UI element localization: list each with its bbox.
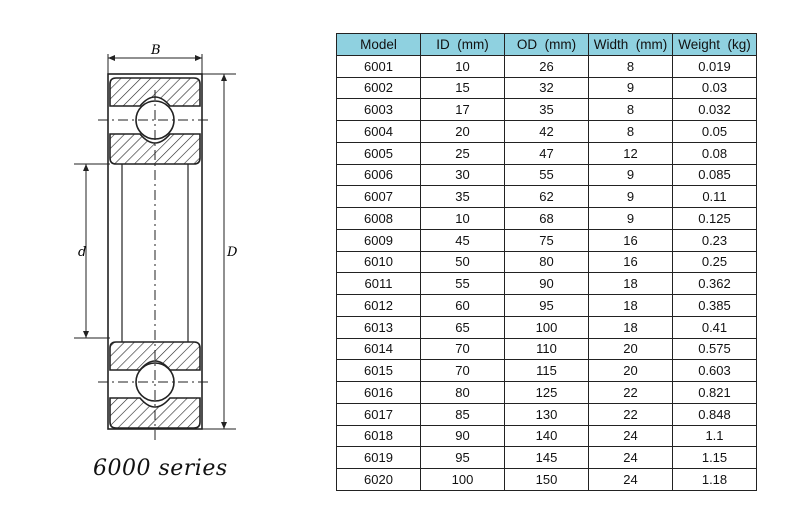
table-cell-width: 24 <box>589 469 673 491</box>
table-cell-od: 110 <box>505 338 589 360</box>
table-cell-weight: 0.821 <box>673 382 757 404</box>
bearing-cross-section-drawing <box>60 30 260 460</box>
table-cell-od: 62 <box>505 186 589 208</box>
table-cell-model: 6006 <box>337 164 421 186</box>
table-cell-od: 68 <box>505 208 589 230</box>
table-row <box>337 425 757 447</box>
column-header-width: Width (mm) <box>589 34 673 56</box>
table-cell-model: 6011 <box>337 273 421 295</box>
table-cell-model: 6016 <box>337 382 421 404</box>
table-cell-weight: 0.362 <box>673 273 757 295</box>
table-row <box>337 251 757 273</box>
table-row <box>337 55 757 77</box>
table-cell-width: 18 <box>589 295 673 317</box>
table-cell-weight: 0.23 <box>673 229 757 251</box>
table-row <box>337 121 757 143</box>
dimension-outer-d-label: D <box>227 245 238 260</box>
table-cell-id: 20 <box>421 121 505 143</box>
series-caption: 6000 series <box>93 456 228 481</box>
column-header-id: ID (mm) <box>421 34 505 56</box>
table-row <box>337 338 757 360</box>
table-cell-width: 8 <box>589 55 673 77</box>
table-cell-width: 18 <box>589 316 673 338</box>
table-cell-id: 80 <box>421 382 505 404</box>
table-cell-width: 9 <box>589 77 673 99</box>
table-row <box>337 77 757 99</box>
table-cell-weight: 1.18 <box>673 469 757 491</box>
table-cell-model: 6003 <box>337 99 421 121</box>
table-cell-weight: 0.603 <box>673 360 757 382</box>
table-cell-od: 150 <box>505 469 589 491</box>
table-cell-id: 60 <box>421 295 505 317</box>
table-row <box>337 360 757 382</box>
table-cell-id: 100 <box>421 469 505 491</box>
table-cell-model: 6012 <box>337 295 421 317</box>
table-row <box>337 316 757 338</box>
table-cell-width: 9 <box>589 186 673 208</box>
table-cell-od: 35 <box>505 99 589 121</box>
table-cell-id: 85 <box>421 403 505 425</box>
table-cell-weight: 0.019 <box>673 55 757 77</box>
table-cell-od: 26 <box>505 55 589 77</box>
table-cell-od: 55 <box>505 164 589 186</box>
table-cell-id: 55 <box>421 273 505 295</box>
table-cell-weight: 0.25 <box>673 251 757 273</box>
table-cell-width: 20 <box>589 360 673 382</box>
table-cell-model: 6009 <box>337 229 421 251</box>
table-cell-width: 22 <box>589 382 673 404</box>
dimension-b-label: B <box>151 43 161 58</box>
table-cell-width: 8 <box>589 121 673 143</box>
table-row <box>337 447 757 469</box>
table-cell-id: 65 <box>421 316 505 338</box>
table-cell-od: 80 <box>505 251 589 273</box>
table-cell-model: 6001 <box>337 55 421 77</box>
table-cell-id: 35 <box>421 186 505 208</box>
table-cell-od: 115 <box>505 360 589 382</box>
table-cell-model: 6004 <box>337 121 421 143</box>
bearing-spec-table <box>336 33 757 491</box>
table-body <box>337 55 757 490</box>
table-cell-od: 47 <box>505 142 589 164</box>
table-row <box>337 186 757 208</box>
table-cell-width: 8 <box>589 99 673 121</box>
table-cell-width: 9 <box>589 164 673 186</box>
table-cell-id: 70 <box>421 360 505 382</box>
table-cell-id: 15 <box>421 77 505 99</box>
table-row <box>337 208 757 230</box>
table-cell-weight: 0.032 <box>673 99 757 121</box>
table-cell-model: 6017 <box>337 403 421 425</box>
dimension-inner-d-label: d <box>78 245 87 260</box>
table-cell-width: 12 <box>589 142 673 164</box>
table-cell-width: 24 <box>589 447 673 469</box>
table-cell-od: 90 <box>505 273 589 295</box>
table-cell-model: 6010 <box>337 251 421 273</box>
table-cell-od: 140 <box>505 425 589 447</box>
table-cell-weight: 0.11 <box>673 186 757 208</box>
table-cell-id: 10 <box>421 55 505 77</box>
table-cell-id: 70 <box>421 338 505 360</box>
table-header-row <box>337 34 757 56</box>
table-row <box>337 382 757 404</box>
table-cell-id: 25 <box>421 142 505 164</box>
table-cell-model: 6019 <box>337 447 421 469</box>
table-cell-model: 6018 <box>337 425 421 447</box>
table-cell-id: 50 <box>421 251 505 273</box>
table-cell-model: 6020 <box>337 469 421 491</box>
table-cell-model: 6015 <box>337 360 421 382</box>
table-row <box>337 295 757 317</box>
table-cell-width: 16 <box>589 251 673 273</box>
table-cell-width: 20 <box>589 338 673 360</box>
table-row <box>337 403 757 425</box>
table-cell-width: 18 <box>589 273 673 295</box>
table-cell-model: 6013 <box>337 316 421 338</box>
table-cell-weight: 0.385 <box>673 295 757 317</box>
table-row <box>337 142 757 164</box>
table-cell-model: 6007 <box>337 186 421 208</box>
table-cell-weight: 0.05 <box>673 121 757 143</box>
table-cell-id: 10 <box>421 208 505 230</box>
table-cell-weight: 0.41 <box>673 316 757 338</box>
table-cell-od: 42 <box>505 121 589 143</box>
table-cell-id: 95 <box>421 447 505 469</box>
table-cell-od: 95 <box>505 295 589 317</box>
table-cell-weight: 1.1 <box>673 425 757 447</box>
table-cell-weight: 0.575 <box>673 338 757 360</box>
table-cell-weight: 0.03 <box>673 77 757 99</box>
table-cell-weight: 0.08 <box>673 142 757 164</box>
table-cell-model: 6002 <box>337 77 421 99</box>
table-cell-id: 17 <box>421 99 505 121</box>
table-row <box>337 229 757 251</box>
table-cell-od: 75 <box>505 229 589 251</box>
table-cell-model: 6008 <box>337 208 421 230</box>
table-cell-od: 100 <box>505 316 589 338</box>
table-row <box>337 273 757 295</box>
table-cell-id: 90 <box>421 425 505 447</box>
table-cell-weight: 1.15 <box>673 447 757 469</box>
table-cell-model: 6005 <box>337 142 421 164</box>
table-cell-id: 45 <box>421 229 505 251</box>
table-cell-od: 125 <box>505 382 589 404</box>
column-header-od: OD (mm) <box>505 34 589 56</box>
table-cell-od: 130 <box>505 403 589 425</box>
table-row <box>337 164 757 186</box>
table-cell-weight: 0.848 <box>673 403 757 425</box>
table-cell-model: 6014 <box>337 338 421 360</box>
table-cell-width: 24 <box>589 425 673 447</box>
table-cell-id: 30 <box>421 164 505 186</box>
table-cell-weight: 0.085 <box>673 164 757 186</box>
table-row <box>337 99 757 121</box>
table-cell-width: 9 <box>589 208 673 230</box>
table-cell-width: 22 <box>589 403 673 425</box>
table-cell-weight: 0.125 <box>673 208 757 230</box>
table-cell-od: 145 <box>505 447 589 469</box>
table-cell-od: 32 <box>505 77 589 99</box>
table-row <box>337 469 757 491</box>
column-header-model: Model <box>337 34 421 56</box>
table-cell-width: 16 <box>589 229 673 251</box>
column-header-weight: Weight (kg) <box>673 34 757 56</box>
